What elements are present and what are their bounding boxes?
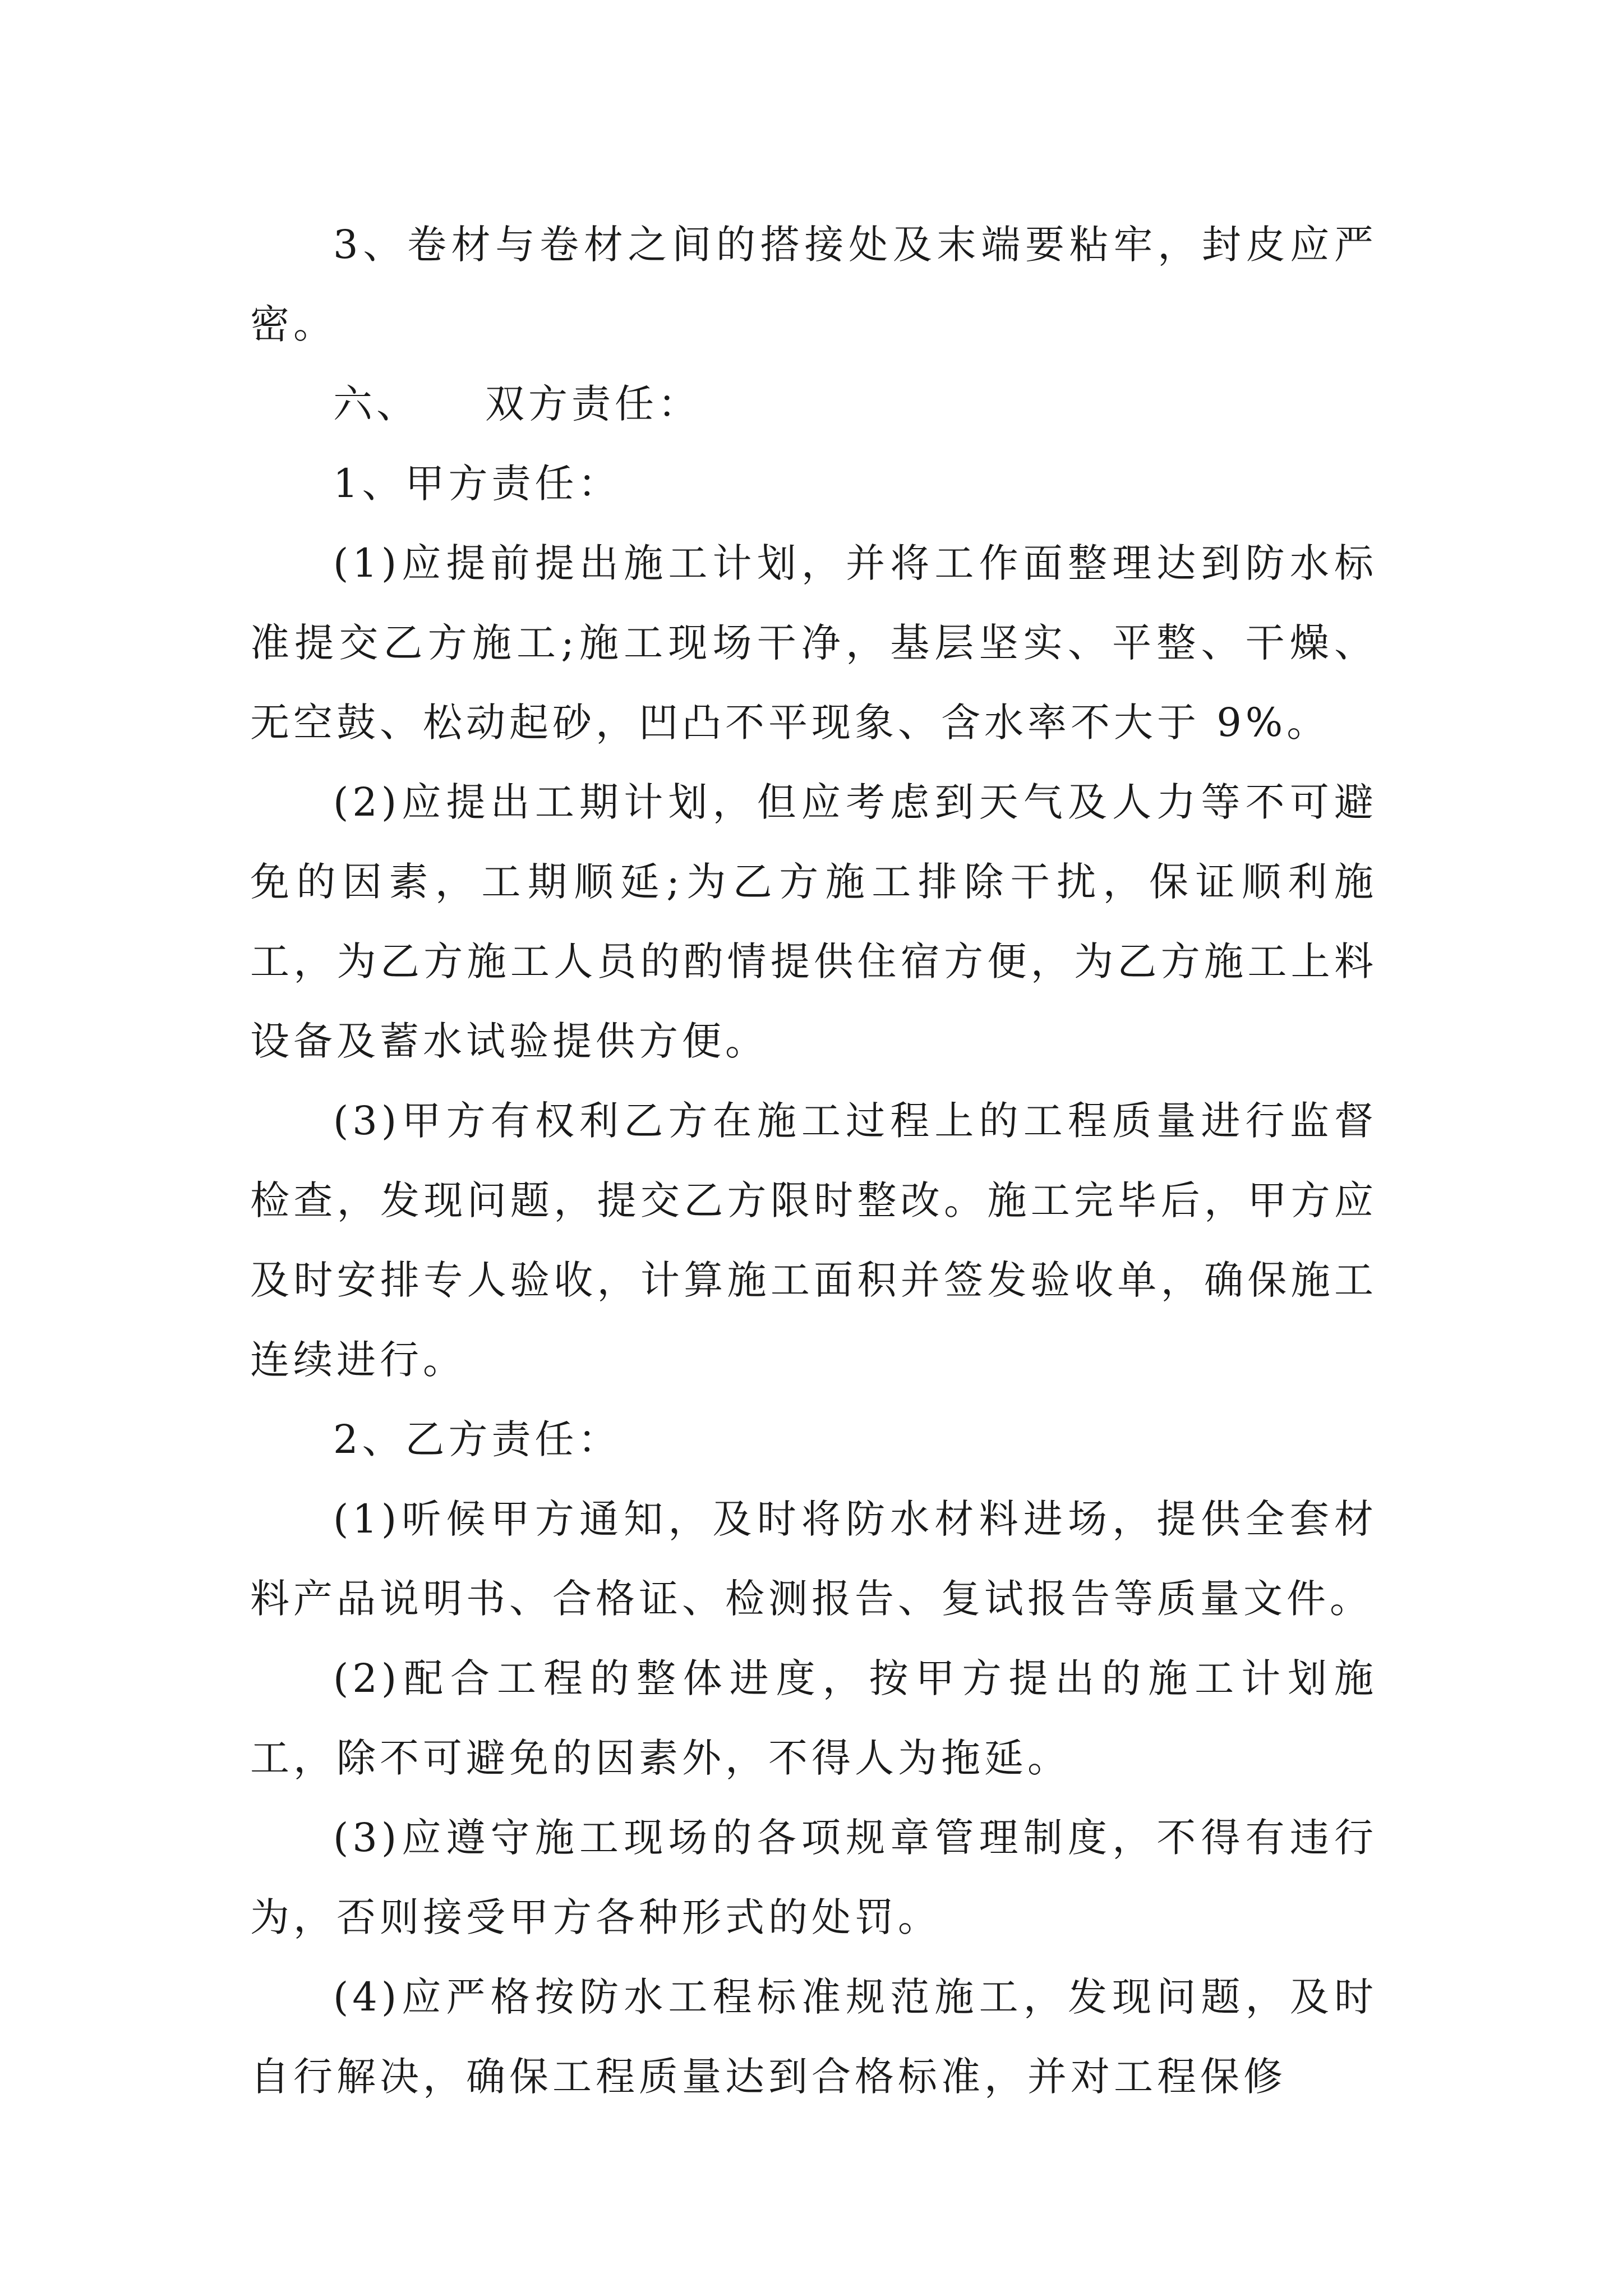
- document-body: [250, 205, 1377, 2116]
- paragraph-party-b-item-3: (3)应遵守施工现场的各项规章管理制度，不得有违行为，否则接受甲方各种形式的处罚。: [250, 1815, 1377, 1940]
- paragraph-party-b-item-1: (1)听候甲方通知，及时将防水材料进场，提供全套材料产品说明书、合格证、检测报告、复试报告等质量文件。: [250, 1496, 1377, 1622]
- paragraph-party-b-item-4: (4)应严格按防水工程标准规范施工，发现问题，及时自行解决，确保工程质量达到合格标准，并对工程保修: [250, 1974, 1377, 2100]
- paragraph-party-b-item-2: (2)配合工程的整体进度，按甲方提出的施工计划施工，除不可避免的因素外，不得人为拖延。: [250, 1655, 1377, 1781]
- section-heading-responsibilities: 六、 双方责任：: [333, 381, 702, 427]
- paragraph-membrane-overlap: 3、卷材与卷材之间的搭接处及末端要粘牢，封皮应严密。: [250, 222, 1377, 347]
- paragraph-party-a-item-1: (1)应提前提出施工计划，并将工作面整理达到防水标准提交乙方施工;施工现场干净，基层坚实、平整、干燥、无空鼓、松动起砂，凹凸不平现象、含水率不大于 9%。: [250, 540, 1377, 746]
- paragraph-party-a-item-3: (3)甲方有权利乙方在施工过程上的工程质量进行监督检查，发现问题，提交乙方限时整改。施工完毕后，甲方应及时安排专人验收，计算施工面积并签发验收单，确保施工连续进行。: [250, 1098, 1377, 1383]
- paragraph-party-a-item-2: (2)应提出工期计划，但应考虑到天气及人力等不可避免的因素，工期顺延;为乙方施工排除干扰，保证顺利施工，为乙方施工人员的酌情提供住宿方便，为乙方施工上料设备及蓄水试验提供方便。: [250, 779, 1377, 1064]
- subheading-party-a: 1、甲方责任：: [333, 461, 621, 507]
- subheading-party-b: 2、乙方责任：: [333, 1416, 621, 1462]
